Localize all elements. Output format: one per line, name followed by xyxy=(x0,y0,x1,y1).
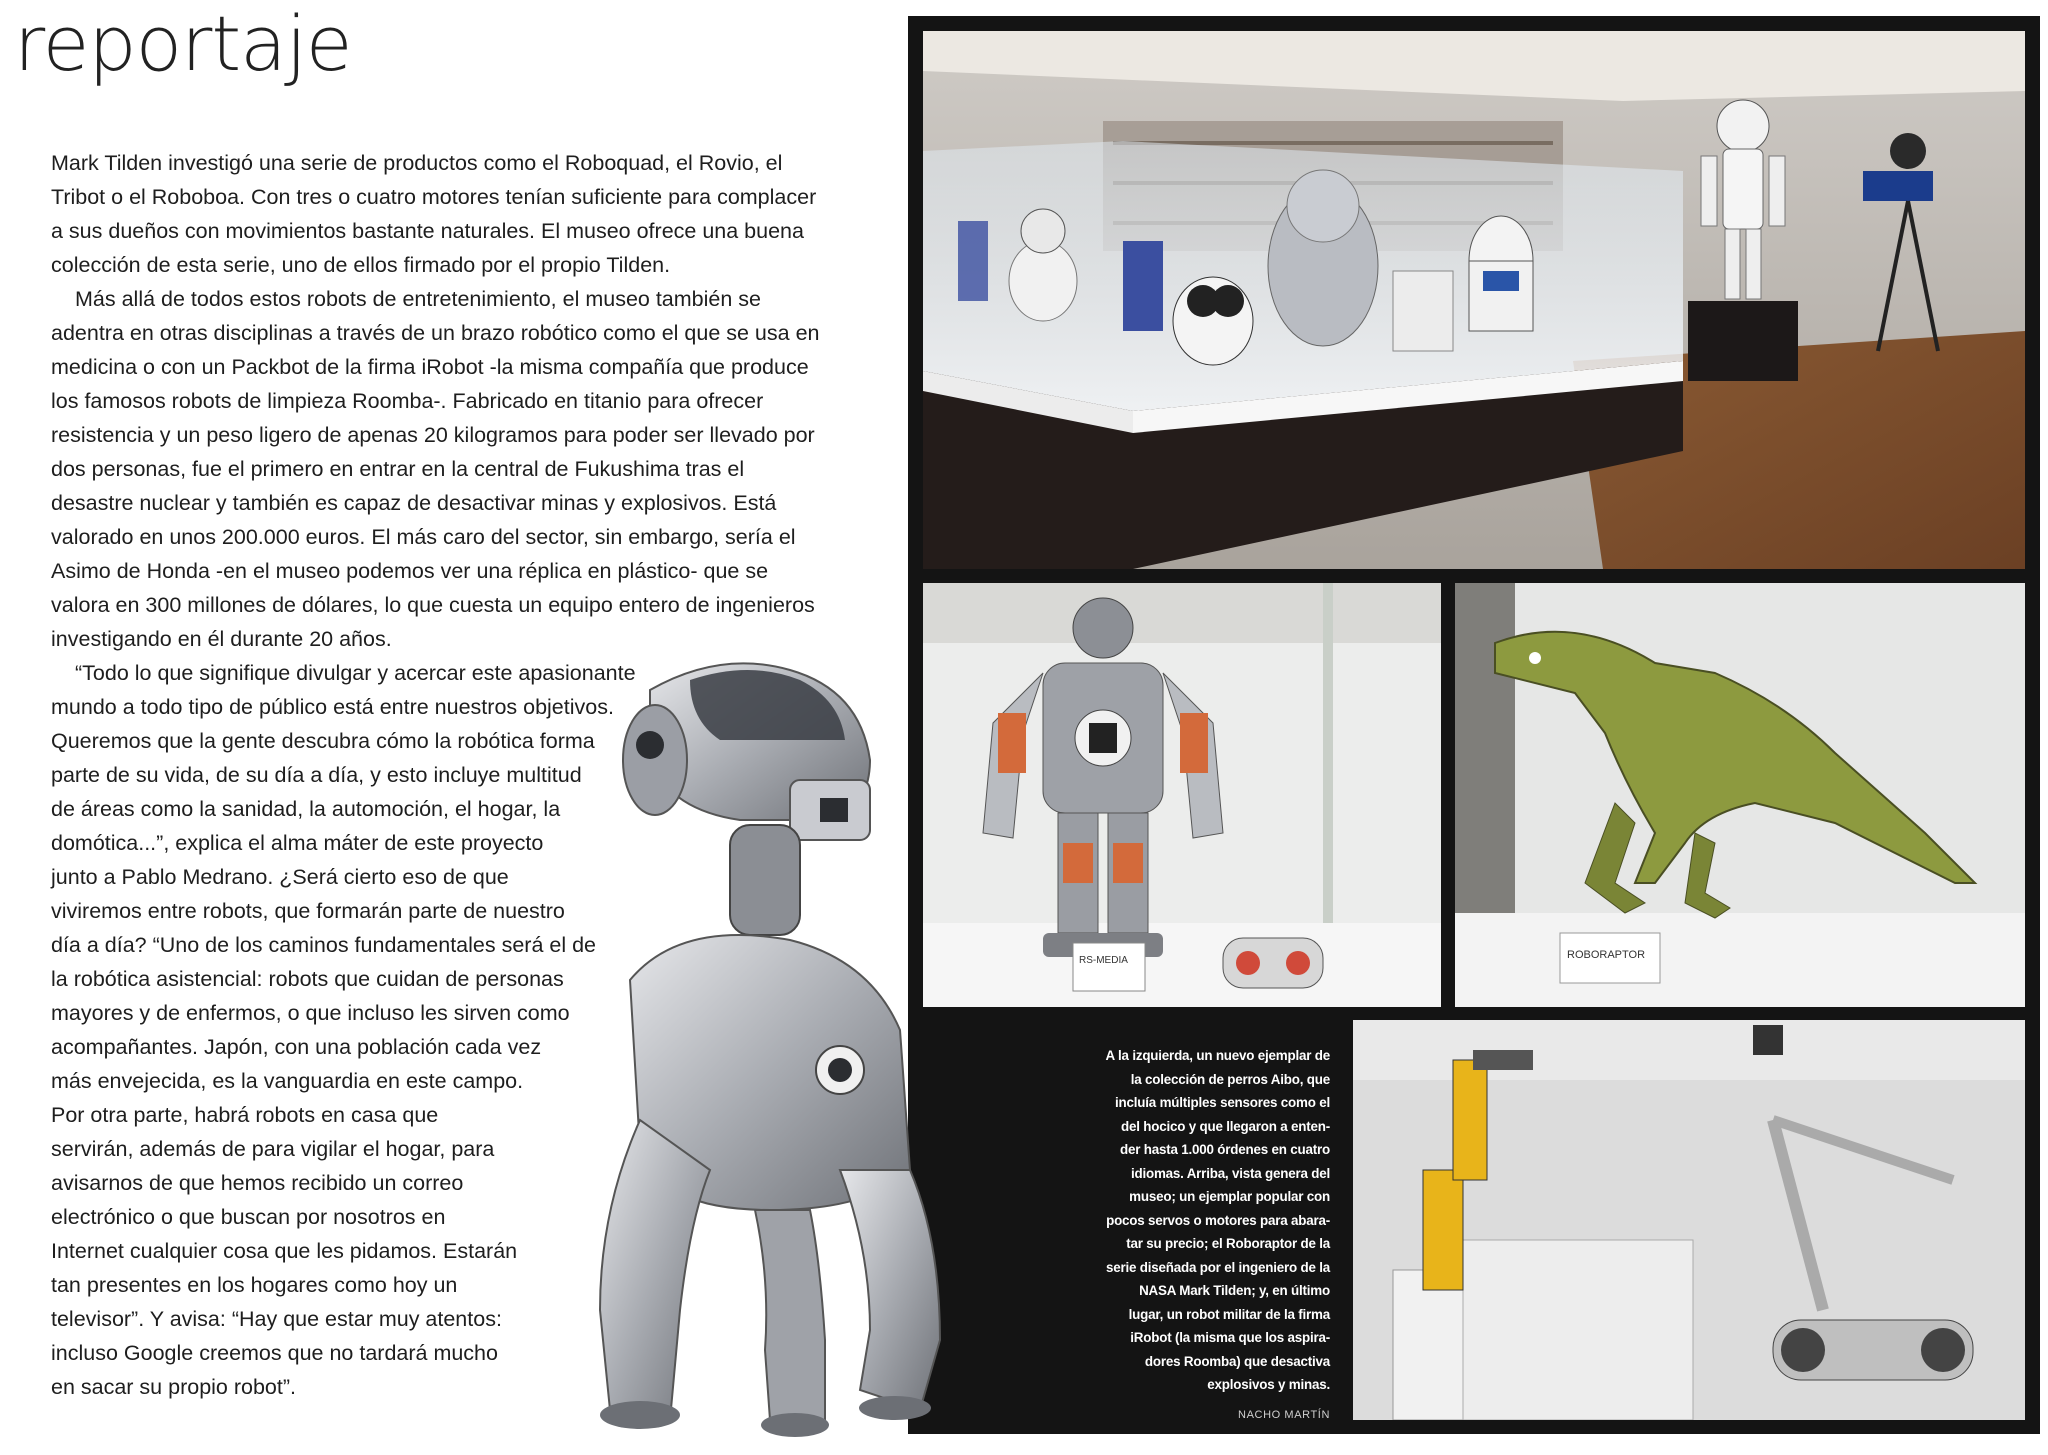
photo-caption xyxy=(1065,1044,1330,1397)
photo-credit: NACHO MARTÍN xyxy=(1238,1409,1330,1421)
aibo-robot-dog-image xyxy=(540,650,1060,1450)
text-line: domótica...”, explica el alma máter de este proyecto xyxy=(51,831,544,855)
text-line: Queremos que la gente descubra cómo la robótica forma xyxy=(51,729,595,753)
caption-line: museo; un ejemplar popular con xyxy=(1129,1189,1330,1204)
text-line: acompañantes. Japón, con una población cada vez xyxy=(51,1035,542,1059)
text-line: viviremos entre robots, que formarán parte de nuestro xyxy=(51,899,565,923)
caption-line: la colección de perros Aibo, que xyxy=(1130,1071,1330,1087)
museum-overview-photo xyxy=(923,31,2025,569)
text-line: Asimo de Honda -en el museo podemos ver una réplica en plástico- que se xyxy=(51,559,769,583)
text-line: valorado en unos 200.000 euros. El más caro del sector, sin embargo, sería el xyxy=(51,525,796,549)
text-line: de áreas como la sanidad, la automoción, el hogar, la xyxy=(51,797,561,821)
text-line: la robótica asistencial: robots que cuidan de personas xyxy=(51,967,564,991)
text-line: investigando en él durante 20 años. xyxy=(51,627,392,651)
text-line: junto a Pablo Medrano. ¿Será cierto eso de que xyxy=(51,865,509,889)
caption-line: del hocico y que llegaron a enten- xyxy=(1121,1118,1330,1134)
text-line: tan presentes en los hogares como hoy un xyxy=(51,1273,458,1297)
text-line: servirán, además de para vigilar el hogar, para xyxy=(51,1137,495,1161)
text-line: Por otra parte, habrá robots en casa que xyxy=(51,1103,439,1127)
text-line: en sacar su propio robot”. xyxy=(51,1375,296,1399)
text-line: dos personas, fue el primero en entrar en la central de Fukushima tras el xyxy=(51,457,745,481)
text-line: colección de esta serie, uno de ellos firmado por el propio Tilden. xyxy=(51,253,671,277)
paragraph-1 xyxy=(51,146,861,282)
text-line: mayores y de enfermos, o que incluso les sirven como xyxy=(51,1001,570,1025)
caption-line: iRobot (la misma que los aspira- xyxy=(1130,1330,1330,1345)
roboraptor-label: ROBORAPTOR xyxy=(1567,949,1646,961)
text-line: parte de su vida, de su día a día, y esto incluye multitud xyxy=(51,763,582,787)
text-line: “Todo lo que signifique divulgar y acercar este apasionante xyxy=(75,661,636,685)
caption-line: der hasta 1.000 órdenes en cuatro xyxy=(1120,1142,1330,1157)
caption-line: explosivos y minas. xyxy=(1207,1377,1330,1392)
text-line: medicina o con un Packbot de la firma iRobot -la misma compañía que produce xyxy=(51,355,809,379)
paragraph-2 xyxy=(51,282,861,656)
caption-line: idiomas. Arriba, vista genera del xyxy=(1130,1165,1330,1181)
text-line: Más allá de todos estos robots de entretenimiento, el museo también se xyxy=(75,287,761,311)
robotic-arm-photo xyxy=(1353,1020,2025,1420)
text-line: televisor”. Y avisa: “Hay que estar muy atentos: xyxy=(51,1307,502,1331)
caption-line: serie diseñada por el ingeniero de la xyxy=(1105,1259,1330,1275)
text-line: adentra en otras disciplinas a través de un brazo robótico como el que se usa en xyxy=(51,321,820,345)
section-title: reportaje xyxy=(14,0,352,88)
text-line: incluso Google creemos que no tardará mucho xyxy=(51,1341,498,1365)
text-line: los famosos robots de limpieza Roomba-. Fabricado en titanio para ofrecer xyxy=(51,389,764,413)
caption-line: dores Roomba) que desactiva xyxy=(1144,1353,1330,1369)
caption-line: NASA Mark Tilden; y, en último xyxy=(1139,1283,1330,1298)
text-line: Internet cualquier cosa que les pidamos. Estarán xyxy=(51,1239,518,1263)
text-line: valora en 300 millones de dólares, lo que cuesta un equipo entero de ingenieros xyxy=(51,593,815,617)
text-line: electrónico o que buscan por nosotros en xyxy=(51,1205,446,1229)
text-line: desastre nuclear y también es capaz de desactivar minas y explosivos. Está xyxy=(51,491,777,515)
caption-line: incluía múltiples sensores como el xyxy=(1115,1095,1330,1110)
caption-line: tar su precio; el Roboraptor de la xyxy=(1126,1236,1330,1251)
text-line: día a día? “Uno de los caminos fundamentales será el de xyxy=(51,933,596,957)
text-line: avisarnos de que hemos recibido un correo xyxy=(51,1171,464,1195)
text-line: a sus dueños con movimientos bastante naturales. El museo ofrece una buena xyxy=(51,219,804,243)
text-line: mundo a todo tipo de público está entre nuestros objetivos. xyxy=(51,695,614,719)
caption-line: A la izquierda, un nuevo ejemplar de xyxy=(1105,1048,1330,1063)
roboraptor-photo xyxy=(1455,583,2025,1007)
caption-line: pocos servos o motores para abara- xyxy=(1106,1212,1330,1228)
rs-media-label: RS-MEDIA xyxy=(1079,955,1128,966)
text-line: Tribot o el Roboboa. Con tres o cuatro motores tenían suficiente para complacer xyxy=(51,185,817,209)
text-line: resistencia y un peso ligero de apenas 20 kilogramos para poder ser llevado por xyxy=(51,423,815,447)
text-line: Mark Tilden investigó una serie de productos como el Roboquad, el Rovio, el xyxy=(51,151,783,175)
text-line: más envejecida, es la vanguardia en este campo. xyxy=(51,1069,524,1093)
caption-line: lugar, un robot militar de la firma xyxy=(1128,1306,1330,1322)
